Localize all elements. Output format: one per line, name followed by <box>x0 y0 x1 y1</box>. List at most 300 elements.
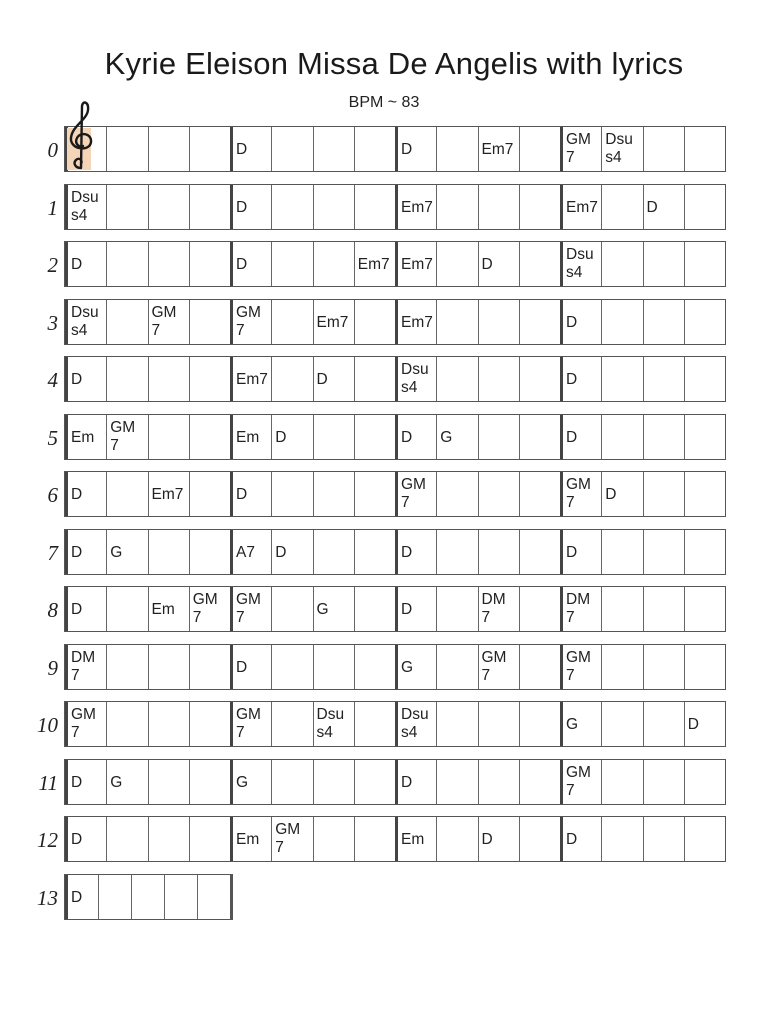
bar-line <box>230 242 233 286</box>
chord-label: Em7 <box>401 198 433 216</box>
beat-line <box>643 472 644 516</box>
bar-line <box>560 357 563 401</box>
beat-line <box>148 300 149 344</box>
beat-line <box>271 760 272 804</box>
beat-line <box>271 817 272 861</box>
beat-line <box>436 242 437 286</box>
beat-line <box>354 242 355 286</box>
beat-line <box>148 587 149 631</box>
chord-row <box>64 816 726 862</box>
bar-line <box>395 185 398 229</box>
row-number: 8 <box>47 598 58 622</box>
chord-label: D <box>71 256 83 273</box>
beat-line <box>106 300 107 344</box>
chord-label: Dsu s4 <box>605 131 633 166</box>
beat-line <box>478 127 479 171</box>
chord-label: D <box>71 831 83 848</box>
chord-label: Em <box>236 831 260 848</box>
beat-line <box>148 817 149 861</box>
beat-line <box>436 760 437 804</box>
chord-label: Dsu s4 <box>71 303 99 339</box>
chord-label: D <box>71 486 83 503</box>
beat-line <box>313 760 314 804</box>
beat-line <box>354 357 355 401</box>
bar-line <box>560 760 563 804</box>
bar-line <box>560 587 563 631</box>
chord-label: Em7 <box>401 256 433 273</box>
chord-label: G <box>110 773 123 791</box>
beat-line <box>478 185 479 229</box>
chord-row <box>64 471 726 517</box>
chord-label: GM 7 <box>275 821 301 856</box>
beat-line <box>354 472 355 516</box>
beat-line <box>601 702 602 746</box>
beat-line <box>164 875 165 919</box>
chord-label: D <box>401 773 413 791</box>
beat-line <box>478 242 479 286</box>
chord-label: GM 7 <box>110 418 136 454</box>
beat-line <box>436 415 437 459</box>
bar-line <box>65 185 68 229</box>
chord-label: Em <box>71 428 95 446</box>
beat-line <box>478 415 479 459</box>
beat-line <box>354 530 355 574</box>
chord-label: D <box>687 716 699 733</box>
bar-line <box>65 472 68 516</box>
chord-label: D <box>236 198 248 216</box>
beat-line <box>643 300 644 344</box>
beat-line <box>684 472 685 516</box>
chord-label: D <box>605 486 617 503</box>
beat-line <box>106 415 107 459</box>
row-number: 6 <box>47 483 58 507</box>
beat-line <box>148 242 149 286</box>
bar-line <box>230 472 233 516</box>
beat-line <box>354 702 355 746</box>
chord-label: Dsu s4 <box>401 361 429 396</box>
beat-line <box>436 645 437 689</box>
bar-line <box>65 702 68 746</box>
chord-label: Em <box>236 428 260 446</box>
beat-line <box>436 530 437 574</box>
chord-row <box>64 759 726 805</box>
bar-line <box>230 530 233 574</box>
chord-label: G <box>110 543 123 561</box>
beat-line <box>684 242 685 286</box>
chord-label: Dsu s4 <box>401 706 429 741</box>
beat-line <box>478 587 479 631</box>
row-number: 12 <box>37 828 58 852</box>
beat-line <box>148 530 149 574</box>
bar-line <box>65 415 68 459</box>
bar-line <box>560 127 563 171</box>
beat-line <box>271 185 272 229</box>
beat-line <box>354 760 355 804</box>
beat-line <box>436 357 437 401</box>
bar-line <box>230 127 233 171</box>
chord-label: D <box>275 428 287 446</box>
beat-line <box>106 817 107 861</box>
beat-line <box>106 242 107 286</box>
beat-line <box>643 127 644 171</box>
beat-line <box>189 472 190 516</box>
row-number: 1 <box>47 195 58 220</box>
final-barline <box>230 875 233 919</box>
chord-row <box>64 184 726 230</box>
beat-line <box>271 702 272 746</box>
beat-line <box>131 875 132 919</box>
beat-line <box>197 875 198 919</box>
bar-line <box>230 760 233 804</box>
beat-line <box>519 645 520 689</box>
chord-label: D <box>566 831 578 848</box>
beat-line <box>643 702 644 746</box>
chord-row <box>64 241 726 287</box>
beat-line <box>643 242 644 286</box>
chord-row <box>64 701 726 747</box>
bar-line <box>560 472 563 516</box>
beat-line <box>643 185 644 229</box>
bar-line <box>560 300 563 344</box>
beat-line <box>684 817 685 861</box>
beat-line <box>643 530 644 574</box>
beat-line <box>519 185 520 229</box>
bar-line <box>65 357 68 401</box>
chord-label: G <box>316 601 329 618</box>
beat-line <box>313 300 314 344</box>
bar-line <box>395 587 398 631</box>
chord-label: Em7 <box>357 256 390 273</box>
bar-line <box>230 587 233 631</box>
beat-line <box>189 587 190 631</box>
chord-label: D <box>236 486 248 503</box>
beat-line <box>684 587 685 631</box>
bar-line <box>395 472 398 516</box>
chord-row <box>64 529 726 575</box>
chord-row <box>64 644 726 690</box>
bar-line <box>230 357 233 401</box>
beat-line <box>271 300 272 344</box>
bar-line <box>560 242 563 286</box>
bar-line <box>395 645 398 689</box>
beat-line <box>106 357 107 401</box>
chord-label: D <box>71 888 83 906</box>
bar-line <box>65 760 68 804</box>
row-number: 2 <box>47 253 58 277</box>
bar-line <box>395 242 398 286</box>
chord-label: Em7 <box>481 141 514 158</box>
beat-line <box>148 185 149 229</box>
chord-row <box>64 126 726 172</box>
chord-label: G <box>236 773 249 791</box>
chord-label: D <box>646 198 658 216</box>
beat-line <box>436 587 437 631</box>
beat-line <box>478 357 479 401</box>
beat-line <box>601 817 602 861</box>
beat-line <box>189 127 190 171</box>
beat-line <box>519 760 520 804</box>
chord-label: GM 7 <box>236 591 261 626</box>
chord-label: Em7 <box>566 198 598 216</box>
beat-line <box>519 817 520 861</box>
beat-line <box>601 127 602 171</box>
bar-line <box>560 702 563 746</box>
chord-label: GM 7 <box>566 648 591 684</box>
beat-line <box>436 300 437 344</box>
chord-label: GM 7 <box>192 591 218 626</box>
beat-line <box>601 300 602 344</box>
chord-label: Dsu s4 <box>566 246 594 281</box>
beat-line <box>478 472 479 516</box>
chord-label: Em7 <box>151 486 184 503</box>
bar-line <box>395 300 398 344</box>
beat-line <box>601 415 602 459</box>
chord-label: Em <box>401 831 425 848</box>
beat-line <box>601 357 602 401</box>
beat-line <box>313 415 314 459</box>
tempo-label: BPM ~ 83 <box>348 94 420 111</box>
beat-line <box>148 357 149 401</box>
chord-label: G <box>401 658 414 676</box>
bar-line <box>230 645 233 689</box>
beat-line <box>313 127 314 171</box>
bar-line <box>230 817 233 861</box>
beat-line <box>106 530 107 574</box>
beat-line <box>106 702 107 746</box>
row-number: 4 <box>47 368 58 392</box>
beat-line <box>519 587 520 631</box>
beat-line <box>519 415 520 459</box>
chord-label: GM 7 <box>566 476 591 511</box>
beat-line <box>478 702 479 746</box>
chord-label: D <box>566 543 578 561</box>
chord-label: D <box>401 141 413 158</box>
beat-line <box>148 127 149 171</box>
beat-line <box>519 357 520 401</box>
bar-line <box>560 645 563 689</box>
bar-line <box>560 530 563 574</box>
bar-line <box>65 817 68 861</box>
chord-label: D <box>401 428 413 446</box>
row-number: 5 <box>47 425 58 450</box>
chord-label: D <box>236 658 248 676</box>
beat-line <box>478 530 479 574</box>
chord-label: D <box>401 601 413 618</box>
bar-line <box>65 242 68 286</box>
bar-line <box>230 702 233 746</box>
beat-line <box>354 415 355 459</box>
chord-label: GM 7 <box>71 706 96 741</box>
chord-label: DM 7 <box>71 648 96 684</box>
beat-line <box>354 300 355 344</box>
beat-line <box>643 645 644 689</box>
bar-line <box>65 875 68 919</box>
bar-line <box>395 760 398 804</box>
beat-line <box>643 357 644 401</box>
beat-line <box>148 415 149 459</box>
chord-label: Em <box>151 601 175 618</box>
chord-label: D <box>71 773 83 791</box>
beat-line <box>519 127 520 171</box>
beat-line <box>106 587 107 631</box>
bar-line <box>560 415 563 459</box>
bar-line <box>395 530 398 574</box>
beat-line <box>601 242 602 286</box>
beat-line <box>313 185 314 229</box>
beat-line <box>354 645 355 689</box>
bar-line <box>65 300 68 344</box>
beat-line <box>313 587 314 631</box>
beat-line <box>189 357 190 401</box>
chord-label: D <box>71 371 83 388</box>
beat-line <box>354 185 355 229</box>
beat-line <box>436 185 437 229</box>
chord-row <box>64 299 726 345</box>
beat-line <box>189 817 190 861</box>
beat-line <box>519 472 520 516</box>
chord-label: D <box>566 428 578 446</box>
beat-line <box>271 472 272 516</box>
beat-line <box>313 817 314 861</box>
beat-line <box>106 127 107 171</box>
chord-label: D <box>275 543 287 561</box>
row-number: 3 <box>47 310 58 335</box>
chord-label: D <box>481 256 493 273</box>
beat-line <box>106 645 107 689</box>
sheet-title: Kyrie Eleison Missa De Angelis with lyrics <box>104 46 684 81</box>
beat-line <box>313 702 314 746</box>
beat-line <box>148 702 149 746</box>
chord-label: D <box>401 543 413 561</box>
chord-label: GM 7 <box>236 706 261 741</box>
chord-label: GM 7 <box>236 303 261 339</box>
bar-line <box>395 127 398 171</box>
beat-line <box>189 645 190 689</box>
beat-line <box>478 817 479 861</box>
beat-line <box>684 127 685 171</box>
bar-line <box>560 185 563 229</box>
bar-line <box>395 702 398 746</box>
beat-line <box>313 472 314 516</box>
beat-line <box>271 645 272 689</box>
chord-label: GM 7 <box>401 476 426 511</box>
beat-line <box>148 760 149 804</box>
row-number: 13 <box>37 885 58 910</box>
beat-line <box>98 875 99 919</box>
chord-label: Em7 <box>236 371 268 388</box>
chord-label: A7 <box>236 543 255 561</box>
beat-line <box>601 472 602 516</box>
chord-label: DM 7 <box>566 591 591 626</box>
bar-line <box>395 357 398 401</box>
chord-label: D <box>71 601 83 618</box>
beat-line <box>684 300 685 344</box>
beat-line <box>436 817 437 861</box>
beat-line <box>189 415 190 459</box>
bar-line <box>65 645 68 689</box>
bar-line <box>560 817 563 861</box>
beat-line <box>684 415 685 459</box>
beat-line <box>313 242 314 286</box>
bar-line <box>65 530 68 574</box>
chord-label: GM 7 <box>151 303 177 339</box>
row-number: 9 <box>47 655 58 680</box>
beat-line <box>313 645 314 689</box>
beat-line <box>271 587 272 631</box>
beat-line <box>313 530 314 574</box>
bar-line <box>230 300 233 344</box>
beat-line <box>601 530 602 574</box>
beat-line <box>354 587 355 631</box>
chord-row <box>64 414 726 460</box>
chord-row <box>64 586 726 632</box>
chord-label: D <box>481 831 493 848</box>
chord-label: D <box>566 371 578 388</box>
beat-line <box>643 587 644 631</box>
bar-line <box>230 185 233 229</box>
beat-line <box>436 702 437 746</box>
chord-label: D <box>236 141 248 158</box>
bar-line <box>230 415 233 459</box>
beat-line <box>519 300 520 344</box>
beat-line <box>106 760 107 804</box>
treble-clef-icon <box>62 98 100 174</box>
chord-row-final <box>64 874 233 920</box>
row-number: 7 <box>47 540 58 565</box>
beat-line <box>519 702 520 746</box>
row-number: 10 <box>37 713 58 737</box>
chord-label: Dsu s4 <box>71 188 99 224</box>
chord-label: Dsu s4 <box>316 706 345 741</box>
beat-line <box>354 817 355 861</box>
beat-line <box>643 817 644 861</box>
row-number: 11 <box>38 770 58 795</box>
chord-label: G <box>440 428 453 446</box>
beat-line <box>601 587 602 631</box>
beat-line <box>189 702 190 746</box>
beat-line <box>313 357 314 401</box>
chord-label: D <box>71 543 83 561</box>
beat-line <box>601 760 602 804</box>
beat-line <box>478 760 479 804</box>
beat-line <box>643 415 644 459</box>
beat-line <box>354 127 355 171</box>
beat-line <box>189 760 190 804</box>
beat-line <box>271 127 272 171</box>
bar-line <box>65 587 68 631</box>
chord-label: Em7 <box>316 313 349 331</box>
beat-line <box>189 300 190 344</box>
bar-line <box>395 415 398 459</box>
beat-line <box>684 702 685 746</box>
bar-line <box>395 817 398 861</box>
beat-line <box>436 127 437 171</box>
beat-line <box>148 472 149 516</box>
beat-line <box>189 530 190 574</box>
beat-line <box>106 472 107 516</box>
beat-line <box>601 645 602 689</box>
row-number: 0 <box>47 138 58 162</box>
chord-label: GM 7 <box>566 763 591 799</box>
beat-line <box>478 645 479 689</box>
beat-line <box>436 472 437 516</box>
chord-label: DM 7 <box>481 591 506 626</box>
chord-label: D <box>236 256 248 273</box>
beat-line <box>271 242 272 286</box>
beat-line <box>684 760 685 804</box>
beat-line <box>519 242 520 286</box>
beat-line <box>106 185 107 229</box>
